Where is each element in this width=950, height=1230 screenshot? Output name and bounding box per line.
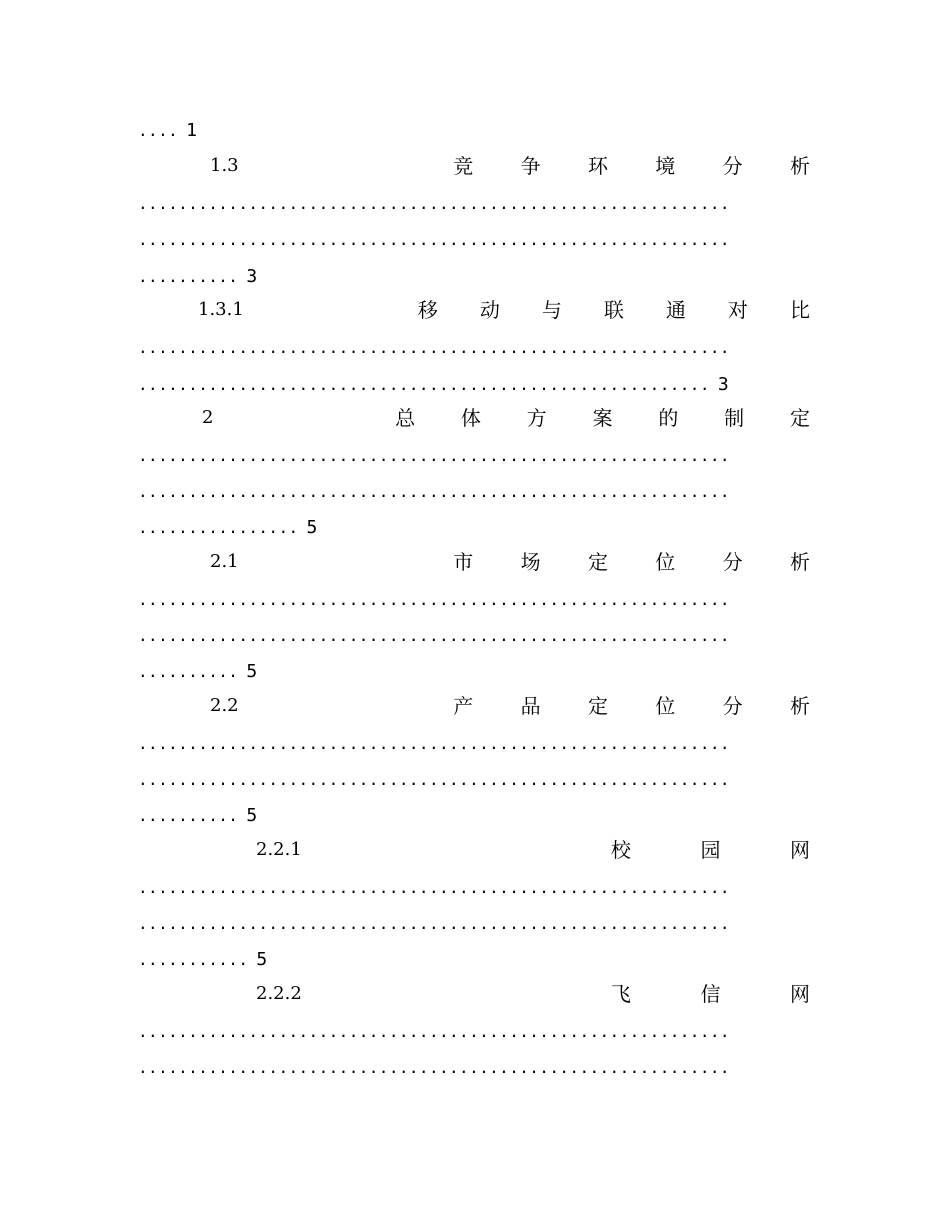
- toc-dot-leader: ...........................................................: [138, 230, 730, 249]
- toc-dot-leader: ...........................................................: [138, 1058, 730, 1077]
- toc-entry-tail: .......... 5: [138, 661, 258, 682]
- toc-dot-leader: ...........................................................: [138, 590, 730, 609]
- toc-page-number: 5: [246, 661, 258, 682]
- toc-entry-1-3-heading[interactable]: 1.3 竞 争 环 境 分 析: [210, 154, 810, 178]
- toc-dot-leader: ...........................................................: [138, 734, 730, 753]
- toc-entry-number: 1.3: [210, 155, 239, 176]
- toc-dot-leader: ...........................................................: [138, 338, 730, 357]
- toc-entry-number: 2.1: [210, 551, 239, 572]
- toc-entry-2-2-1-heading[interactable]: 2.2.1 校 园 网: [256, 838, 810, 862]
- toc-dot-leader: ...........................................................: [138, 770, 730, 789]
- toc-entry-number: 2: [202, 407, 214, 428]
- toc-dot-leader: ...........................................................: [138, 914, 730, 933]
- toc-entry-number: 2.2.2: [256, 983, 302, 1004]
- toc-entry-1-3-1-heading[interactable]: 1.3.1 移 动 与 联 通 对 比: [198, 298, 810, 322]
- toc-page-number: 5: [246, 805, 258, 826]
- toc-entry-number: 2.2: [210, 695, 239, 716]
- toc-entry-number: 1.3.1: [198, 299, 244, 320]
- toc-dot-leader: ...........................................................: [138, 482, 730, 501]
- toc-entry-tail: ........... 5: [138, 949, 268, 970]
- toc-page-number: 3: [717, 374, 729, 395]
- toc-page-number: 5: [256, 949, 268, 970]
- toc-page-number: 1: [186, 120, 197, 141]
- toc-entry-2-heading[interactable]: 2 总 体 方 案 的 制 定: [202, 406, 810, 430]
- toc-dot-leader: ...........................................................: [138, 626, 730, 645]
- toc-dot-leader: ...........................................................: [138, 878, 730, 897]
- toc-entry-tail: ......................................................... 3: [138, 374, 729, 395]
- toc-page-number: 3: [246, 266, 258, 287]
- toc-top-fragment: .... 1: [138, 120, 197, 141]
- toc-entry-tail: ................ 5: [138, 517, 318, 538]
- toc-dot-leader: ...........................................................: [138, 194, 730, 213]
- toc-entry-number: 2.2.1: [256, 839, 302, 860]
- toc-entry-2-2-2-heading[interactable]: 2.2.2 飞 信 网: [256, 982, 810, 1006]
- toc-entry-2-2-heading[interactable]: 2.2 产 品 定 位 分 析: [210, 694, 810, 718]
- toc-dot-leader: ...........................................................: [138, 446, 730, 465]
- toc-page-number: 5: [306, 517, 318, 538]
- toc-entry-tail: .......... 3: [138, 266, 258, 287]
- toc-entry-2-1-heading[interactable]: 2.1 市 场 定 位 分 析: [210, 550, 810, 574]
- toc-dot-leader: ...........................................................: [138, 1022, 730, 1041]
- toc-entry-tail: .......... 5: [138, 805, 258, 826]
